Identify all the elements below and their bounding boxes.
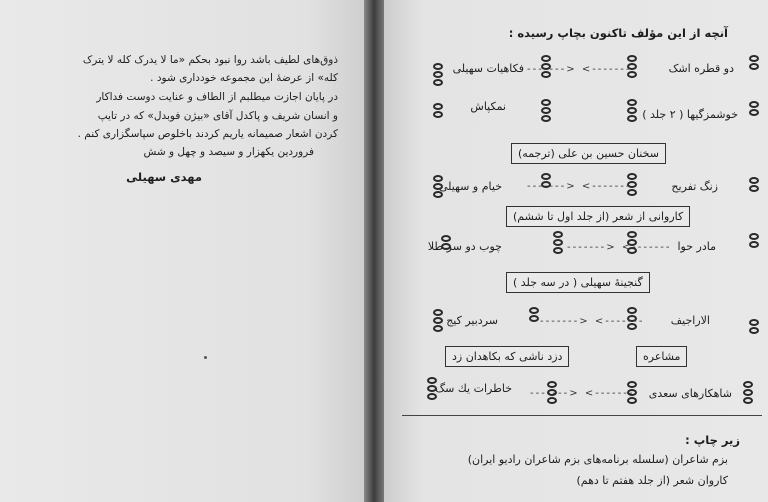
book-title-box: سخنان حسین بن علی (ترجمه) [511,143,666,164]
arrow-connector: -------> <------- [530,388,635,399]
arrow-connector: -------> <------- [540,316,645,327]
left-line-3: در پایان اجازت میطلبم از الطاف و عنایت دوست فداکار [96,91,338,103]
book-title-box: گنجینهٔ سهیلی ( در سه جلد ) [506,272,650,293]
ornament-icon [432,308,444,333]
under-print-item: بزم شاعران (سلسله برنامه‌های بزم شاعران رادیو ایران) [467,453,728,466]
ornament-icon [540,98,552,123]
ornament-icon [440,234,452,251]
book-title: الاراجیف [670,314,710,327]
ornament-icon [528,306,540,323]
ornament-icon [432,174,444,199]
under-print-item: کاروان شعر (از جلد هفتم تا دهم) [576,474,728,487]
ornament-icon [748,176,760,193]
book-title: خوشمزگیها ( ۲ جلد ) [642,108,738,121]
book-title: چوب دو سر طلا [427,240,502,253]
ornament-icon [748,100,760,117]
book-title: نمکپاش [470,100,506,113]
author-signature: مهدی سهیلی [126,170,202,184]
left-line-5: کردن اشعار صمیمانه یاریم کردند باخلوص سپاسگزاری کنم . [77,128,338,140]
book-title-box: مشاعره [636,346,687,367]
book-title-box: دزد ناشی که بکاهدان زد [445,346,569,367]
ornament-icon [742,380,754,405]
left-line-2: کله» از عرضهٔ این مجموعه خودداری شود . [150,72,338,84]
ornament-icon [748,54,760,71]
ornament-icon [426,376,438,401]
ornament-icon [748,232,760,249]
left-line-4: و انسان شریف و پاکدل آقای «بیژن فوبدل» که در تایپ [97,110,338,122]
page-speck [204,356,207,359]
book-title-box: کاروانی از شعر (از جلد اول تا ششم) [506,206,690,227]
book-title: شاهکارهای سعدی [648,387,732,400]
arrow-connector: -------> <------- [567,242,672,253]
arrow-connector: -------> <------- [527,181,632,192]
book-title: خیام و سهیلی [438,180,502,193]
section-divider [402,415,762,416]
ornament-icon [540,54,552,79]
book-title: فکاهیات سهیلی [452,62,524,75]
under-print-heading: زیر چاپ : [685,433,740,447]
book-title: زنگ تفریح [671,180,718,193]
book-title: سردبیر کیج [446,314,498,327]
left-line-1: ذوق‌های لطیف باشد روا نبود بحکم «ما لا یدرک کله لا یترک [82,54,338,66]
ornament-icon [546,380,558,405]
ornament-icon [748,318,760,335]
book-gutter [364,0,384,502]
published-works-heading: آنچه از این مؤلف تاکنون بچاپ رسیده : [508,26,728,40]
left-page [0,0,364,502]
book-title: مادر حوا [677,240,716,253]
left-line-6: فروردین یکهزار و سیصد و چهل و شش [143,146,314,158]
ornament-icon [552,230,564,255]
ornament-icon [626,98,638,123]
ornament-icon [540,172,552,189]
ornament-icon [432,62,444,87]
arrow-connector: -------> <------- [527,64,632,75]
book-title: دو قطره اشک [668,62,734,75]
book-title: خاطرات یك سگ [435,382,512,395]
ornament-icon [432,102,444,119]
